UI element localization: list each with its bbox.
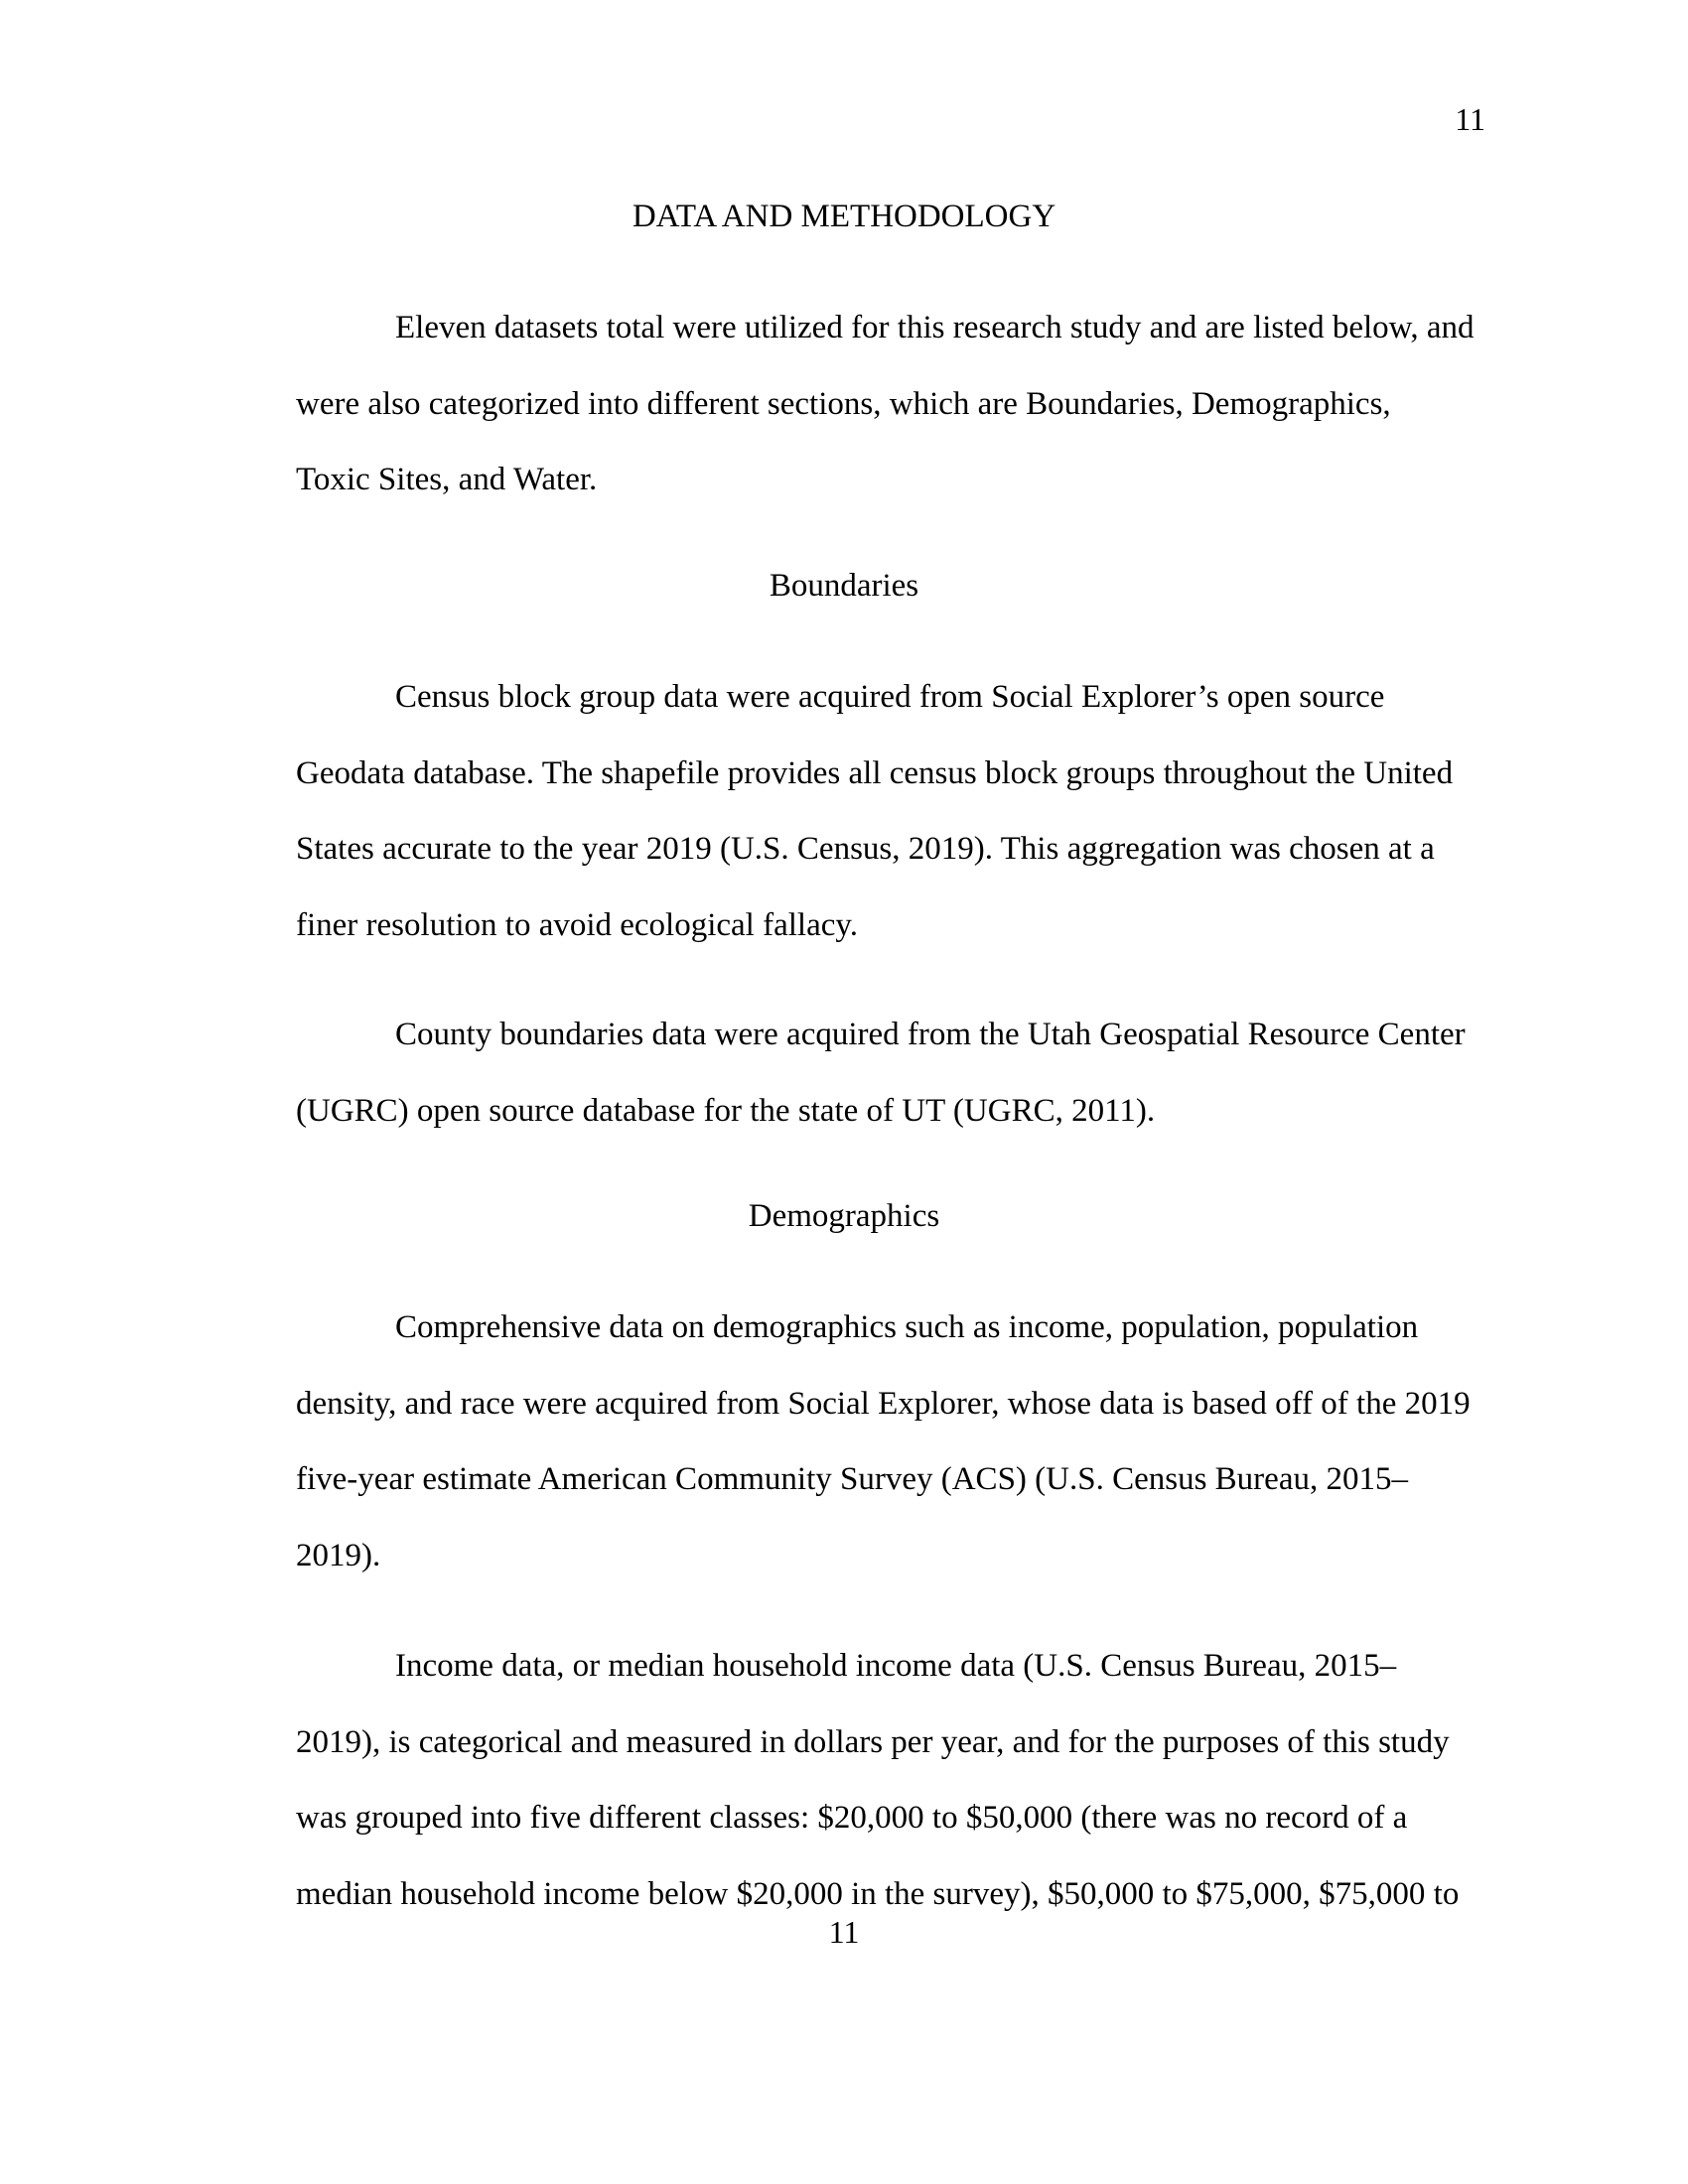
paragraph-intro bbox=[296, 290, 1487, 518]
paragraph-census-block bbox=[296, 659, 1487, 963]
paragraph-line: Comprehensive data on demographics such as income, population, population bbox=[395, 1309, 1419, 1345]
paragraph-line: Toxic Sites, and Water. bbox=[296, 462, 598, 497]
paragraph-income bbox=[296, 1628, 1487, 1932]
page-number-bottom: 11 bbox=[828, 1914, 860, 1950]
paragraph-line: Geodata database. The shapefile provides all census block groups throughout the United bbox=[296, 754, 1454, 791]
paragraph-line: Census block group data were acquired from Social Explorer’s open source bbox=[395, 679, 1385, 715]
paragraph-line: 2019), is categorical and measured in dollars per year, and for the purposes of this study bbox=[296, 1723, 1450, 1760]
paragraph-line: were also categorized into different sections, which are Boundaries, Demographics, bbox=[296, 385, 1391, 422]
paragraph-line: five-year estimate American Community Survey (ACS) (U.S. Census Bureau, 2015– bbox=[296, 1461, 1408, 1497]
paragraph-line: finer resolution to avoid ecological fallacy. bbox=[296, 906, 858, 943]
section-heading-data-methodology: DATA AND METHODOLOGY bbox=[632, 199, 1056, 234]
paragraph-line: 2019). bbox=[296, 1537, 381, 1573]
paragraph-line: density, and race were acquired from Social Explorer, whose data is based off of the 2019 bbox=[296, 1385, 1471, 1422]
page-number-top: 11 bbox=[1455, 101, 1485, 137]
paragraph-line: median household income below $20,000 in the survey), $50,000 to $75,000, $75,000 to bbox=[296, 1875, 1460, 1912]
paragraph-line: Income data, or median household income data (U.S. Census Bureau, 2015– bbox=[395, 1648, 1397, 1684]
paragraph-county-boundaries bbox=[296, 997, 1487, 1149]
subheading-boundaries: Boundaries bbox=[769, 568, 919, 604]
paragraph-line: was grouped into five different classes: $20,000 to $50,000 (there was no record of a bbox=[296, 1800, 1408, 1836]
paragraph-line: States accurate to the year 2019 (U.S. Census, 2019). This aggregation was chosen at a bbox=[296, 831, 1435, 867]
paragraph-line: (UGRC) open source database for the state of UT (UGRC, 2011). bbox=[296, 1092, 1156, 1129]
subheading-demographics: Demographics bbox=[748, 1198, 940, 1234]
paragraph-line: County boundaries data were acquired from the Utah Geospatial Resource Center bbox=[395, 1017, 1466, 1052]
paragraph-line: Eleven datasets total were utilized for this research study and are listed below, and bbox=[395, 310, 1475, 345]
paragraph-demographics bbox=[296, 1290, 1487, 1593]
